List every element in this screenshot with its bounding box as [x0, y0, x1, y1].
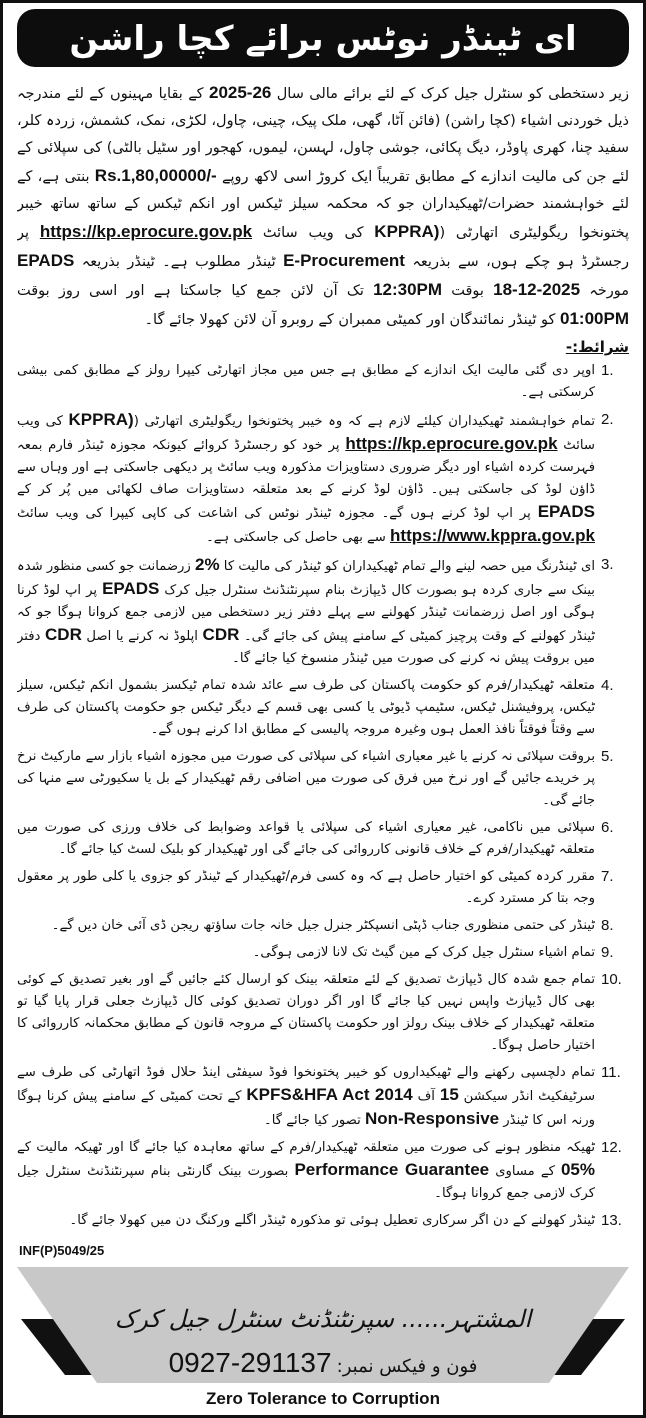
- english-term: 15: [439, 1085, 459, 1104]
- condition-item: [17, 1137, 629, 1205]
- english-term: KPFS&HFA Act 2014: [246, 1085, 413, 1104]
- condition-item: [17, 915, 629, 937]
- english-term: Non-Responsive: [364, 1109, 500, 1128]
- condition-number: 12.: [601, 1139, 622, 1156]
- condition-text: سپلائی میں ناکامی، غیر معیاری اشیاء کی سپلائی یا قواعد وضوابط کی خلاف ورزی کی صورت میں متعلقہ ٹھیکیدار/فرم کے خلاف قانونی کارروائی کی جائے گی اور ٹھیکیدار کو بلیک لسٹ کیا جائے گا۔: [17, 820, 595, 857]
- condition-item: [17, 942, 629, 964]
- condition-item: [17, 1210, 629, 1232]
- condition-number: 5.: [601, 748, 614, 765]
- conditions-heading: شرائط:-: [565, 338, 629, 356]
- english-term: 2025-26: [208, 83, 272, 102]
- condition-number: 8.: [601, 917, 614, 934]
- english-term: Rs.1,80,00000/-: [94, 166, 217, 185]
- website-link[interactable]: https://kp.eprocure.gov.pk: [39, 222, 253, 241]
- condition-item: [17, 360, 629, 404]
- condition-item: [17, 969, 629, 1057]
- condition-item: [17, 409, 629, 549]
- condition-item: [17, 817, 629, 861]
- condition-item: [17, 746, 629, 812]
- website-link[interactable]: https://kp.eprocure.gov.pk: [345, 434, 558, 453]
- english-term: 12:30PM: [373, 280, 443, 299]
- advertiser-name: المشتہر...... سپرنٹنڈنٹ سنٹرل جیل کرک: [114, 1305, 532, 1333]
- condition-item: [17, 675, 629, 741]
- condition-text: ٹینڈر کھولنے کے دن اگر سرکاری تعطیل ہوئی تو مذکورہ ٹینڈر اگلے ورکنگ دن میں کھولا جائے گا۔: [69, 1213, 595, 1228]
- condition-item: [17, 1062, 629, 1132]
- condition-number: 10.: [601, 971, 622, 988]
- condition-item: [17, 554, 629, 670]
- condition-number: 13.: [601, 1212, 622, 1229]
- condition-text: مقرر کردہ کمیٹی کو اختیار حاصل ہے کہ وہ کسی فرم/ٹھیکیدار کے ٹینڈر کو جزوی یا کلی طور پر معقول وجہ بتا کر مسترد کرے۔: [17, 869, 595, 906]
- condition-number: 2.: [601, 411, 614, 428]
- intro-paragraph: زیر دستخطی کو سنٹرل جیل کرک کے لئے برائے مالی سال 2025-26 کے بقایا مہینوں کے لئے مندرجہ ذیل خوردنی اشیاء (کچا راشن) (فائن آٹا، گھی، ملک پیک، چینی، چاول، لکڑی، نمک، کشمش، زردہ کلر، سفید چنا، کھری پاوڈر، دیگ پکائی، جوشی چاول، لہسن، لیموں، کھجور اور سٹیل بالٹی) کی سپلائی کے لئے جن کی مالیت اندازے کے مطابق تقریباً ایک کروڑ اسی لاکھ روپے Rs.1,80,00000/- بنتی ہے، کے لئے خواہشمند حضرات/ٹھیکیداران جو کہ محکمہ سیلز ٹیکس اور انکم ٹیکس کے ساتھ ساتھ خیبر پختونخوا ریگولیٹری اتھارٹی (KPPRA) کی ویب سائٹ https://kp.eprocure.gov.pk پر رجسٹرڈ ہو چکے ہوں، سے بذریعہ E-Procurement ٹینڈر مطلوب ہے۔ ٹینڈر بذریعہ EPADS مورخہ 18-12-2025 بوقت 12:30PM تک آن لائن جمع کیا جاسکتا ہے اور اسی روز بوقت 01:00PM کو ٹینڈر نمائندگان اور کمیٹی ممبران کے روبرو آن لائن کھولا جائے گا۔: [17, 83, 629, 328]
- phone-row: [3, 1347, 643, 1379]
- english-term: E-Procurement: [283, 251, 405, 270]
- condition-text: تمام جمع شدہ کال ڈیپازٹ تصدیق کے لئے متعلقہ بینک کو ارسال کئے جائیں گے اور بغیر تصدیق کے کوئی بھی کال ڈیپازٹ واپس نہیں کیا جائے گا اور اگر دوران تصدیق کوئی کال ڈیپازٹ جعلی قرار پایا گیا تو متعلقہ ٹھیکیدار کے خلاف بینک رولز اور حکومت پاکستان کے مروجہ قانون کے مطابق محکمانہ کارروائی کا اختیار حاصل ہوگا۔: [17, 972, 595, 1053]
- condition-text: ٹینڈر کی حتمی منظوری جناب ڈپٹی انسپکٹر جنرل جیل خانہ جات ساؤتھ ریجن ڈی آئی خان دیں گے۔: [51, 918, 595, 933]
- english-term: EPADS: [102, 579, 160, 598]
- condition-number: 11.: [601, 1064, 621, 1081]
- english-term: 2%: [195, 555, 220, 574]
- english-term: 18-12-2025: [493, 280, 581, 299]
- title-banner: [17, 9, 629, 67]
- condition-text: اوپر دی گئی مالیت ایک اندازے کے مطابق ہے جس میں مجاز اتھارٹی کیپرا رولز کے مطابق کمی بیشی کرسکتی ہے۔: [17, 363, 595, 400]
- english-term: CDR: [45, 625, 82, 644]
- website-link[interactable]: https://www.kppra.gov.pk: [390, 526, 595, 545]
- english-term: Performance Guarantee: [294, 1160, 490, 1179]
- advertiser-banner: [3, 1265, 643, 1391]
- phone-label: فون و فیکس نمبر:: [336, 1356, 478, 1377]
- reference-number: INF(P)5049/25: [19, 1243, 105, 1258]
- notice-title: ای ٹینڈر نوٹس برائے کچا راشن: [69, 18, 577, 59]
- phone-number: 0927-291137: [168, 1347, 332, 1378]
- slogan: Zero Tolerance to Corruption: [206, 1389, 440, 1408]
- condition-text: تمام دلچسپی رکھنے والے ٹھیکیداروں کو خیبر پختونخوا فوڈ سیفٹی اینڈ حلال فوڈ اتھارٹی کی طرف سے سرٹیفکیٹ انڈر سیکشن 15 آف KPFS&HFA Act 2014 کے تحت کمیٹی کے سامنے پیش کرنا ہوگا ورنہ اس کا ٹینڈر Non-Responsive تصور کیا جائے گا۔: [17, 1065, 596, 1128]
- condition-text: ای ٹینڈرنگ میں حصہ لینے والے تمام ٹھیکیداران کو ٹینڈر کی مالیت کا 2% زرضمانت جو کسی منظور شدہ بینک سے جاری کردہ ہو بصورت کال ڈیپازٹ بنام سپرنٹنڈنٹ سنٹرل جیل کرک EPADS پر اپ لوڈ کرنا ہوگی اور اصل زرضمانت ٹینڈر کھولنے سے پہلے دفتر زیر دستخطی میں لازمی جمع کروانا ہوگا جو کہ ٹینڈر کھولنے کے وقت پرچیز کمیٹی کے سامنے پیش کی جائے گی۔ CDR اپلوڈ نہ کرنے یا اصل CDR دفتر میں بروقت پیش نہ کرنے کی صورت میں ٹینڈر منسوخ کیا جائے گا۔: [17, 555, 596, 666]
- english-term: KPPRA): [374, 222, 440, 241]
- english-term: EPADS: [17, 251, 75, 270]
- condition-text: بروقت سپلائی نہ کرنے یا غیر معیاری اشیاء کی سپلائی کی صورت میں مجوزہ اشیاء بازار سے مارکیٹ نرخ پر خریدے جائیں گے اور نرخ میں فرق کی صورت میں اضافی رقم ٹھیکیدار کے بل یا سکیورٹی سے منہا کی جائے گی۔: [17, 749, 595, 808]
- english-term: 01:00PM: [560, 309, 629, 328]
- condition-text: تمام خواہشمند ٹھیکیداران کیلئے لازم ہے کہ وہ خیبر پختونخوا ریگولیٹری اتھارٹی (KPPRA) کی ویب سائٹ https://kp.eprocure.gov.pk پر خود کو رجسٹرڈ کروائے کیونکہ مجوزہ ٹینڈر فارم بمعہ فہرست کردہ اشیاء اور دیگر ضروری دستاویزات مذکورہ ویب سائٹ پر دیکھی جاسکتی ہے اور وہاں سے ڈاؤن لوڈ کی جاسکتی ہیں۔ ڈاؤن لوڈ کرنے کے بعد متعلقہ دستاویزات صاف لکھائی میں پُر کر کے EPADS پر اپ لوڈ کرنے ہوں گے۔ مجوزہ ٹینڈر نوٹس کی اشاعت کی کاپی کیپرا کی ویب سائٹ https://www.kppra.gov.pk سے بھی حاصل کی جاسکتی ہے۔: [17, 410, 595, 545]
- notice-body: [17, 79, 629, 1257]
- english-term: KPPRA): [68, 410, 134, 429]
- english-term: EPADS: [537, 502, 595, 521]
- english-term: CDR: [202, 625, 240, 644]
- condition-item: [17, 866, 629, 910]
- condition-number: 9.: [601, 944, 614, 961]
- condition-number: 4.: [601, 677, 614, 694]
- condition-number: 7.: [601, 868, 614, 885]
- english-term: 05%: [560, 1160, 595, 1179]
- condition-text: ٹھیکہ منظور ہونے کی صورت میں متعلقہ ٹھیکیدار/فرم کے ساتھ معاہدہ کیا جائے گا اور ٹھیکہ مالیت کے 05% کے مساوی Performance Guarantee بصورت بینک گارنٹی بنام سپرنٹنڈنٹ سنٹرل جیل کرک لازمی جمع کروانا ہوگا۔: [17, 1140, 595, 1201]
- condition-text: تمام اشیاء سنٹرل جیل کرک کے مین گیٹ تک لانا لازمی ہوگی۔: [252, 945, 595, 960]
- conditions-list: [17, 360, 629, 1232]
- condition-number: 3.: [601, 556, 614, 573]
- condition-text: متعلقہ ٹھیکیدار/فرم کو حکومت پاکستان کی طرف سے عائد شدہ تمام ٹیکسز بشمول انکم ٹیکس، سیلز ٹیکس، پروفیشنل ٹیکس، سٹیمپ ڈیوٹی یا کسی بھی قسم کے دیگر ٹیکس جو حکومت پاکستان کی طرف سے وقتاً فوقتاً نافذ العمل ہوں وغیرہ مروجہ پالیسی کے مطابق ادا کرنے ہوں گے۔: [17, 678, 595, 737]
- condition-number: 6.: [601, 819, 614, 836]
- condition-number: 1.: [601, 362, 614, 379]
